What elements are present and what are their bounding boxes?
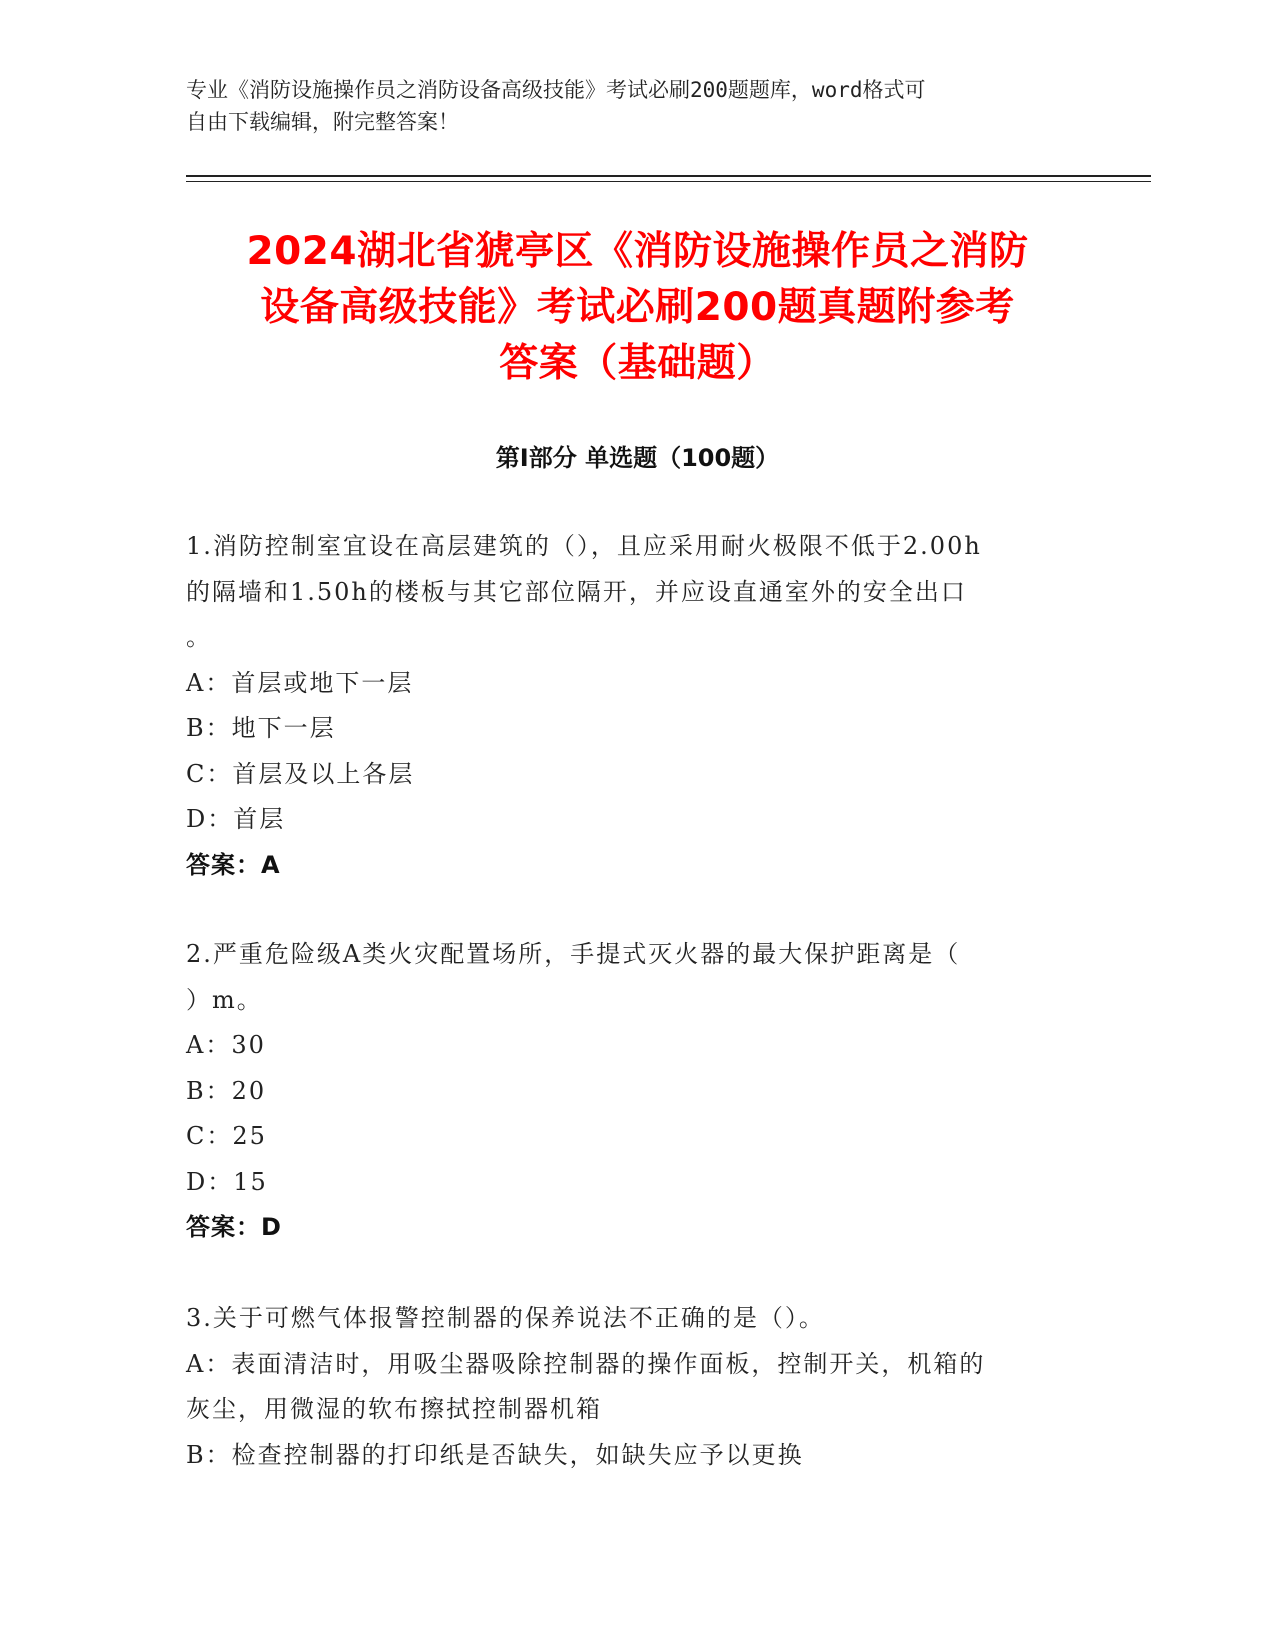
- header-note: [186, 74, 1086, 138]
- title-line: 答案（基础题）: [499, 341, 776, 386]
- header-note-line: 自由下载编辑，附完整答案！: [186, 110, 459, 134]
- option-a: A：表面清洁时，用吸尘器吸除控制器的操作面板，控制开关，机箱的: [186, 1349, 986, 1378]
- question-stem: 3.关于可燃气体报警控制器的保养说法不正确的是（）。: [186, 1304, 825, 1332]
- option-d: D：15: [186, 1167, 268, 1196]
- option-a: A：首层或地下一层: [186, 668, 414, 697]
- question-block: [186, 932, 1086, 1251]
- question-block: [186, 524, 1086, 888]
- question-block: [186, 1296, 1086, 1478]
- section-heading: 第Ⅰ部分 单选题（100题）: [495, 444, 780, 472]
- option-d: D：首层: [186, 805, 286, 833]
- option-b: B：地下一层: [186, 714, 336, 742]
- question-stem: ）m。: [186, 985, 263, 1014]
- title-line: 设备高级技能》考试必刷200题真题附参考: [260, 285, 1015, 330]
- question-stem: 的隔墙和1.50h的楼板与其它部位隔开，并应设直通室外的安全出口: [186, 577, 967, 606]
- option-b: B：检查控制器的打印纸是否缺失，如缺失应予以更换: [186, 1440, 804, 1469]
- question-stem: 。: [186, 623, 212, 651]
- option-a-continued: 灰尘，用微湿的软布擦拭控制器机箱: [186, 1395, 602, 1423]
- question-stem: 1.消防控制室宜设在高层建筑的（），且应采用耐火极限不低于2.00h: [186, 532, 982, 560]
- option-c: C：25: [186, 1122, 267, 1150]
- option-b: B：20: [186, 1076, 267, 1105]
- header-note-line: 专业《消防设施操作员之消防设备高级技能》考试必刷200题题库，word格式可: [186, 78, 926, 102]
- option-c: C：首层及以上各层: [186, 759, 415, 788]
- option-a: A：30: [186, 1031, 266, 1059]
- title-line: 2024湖北省猇亭区《消防设施操作员之消防: [246, 229, 1029, 274]
- document-title: [150, 224, 1125, 392]
- question-stem: 2.严重危险级A类火灾配置场所，手提式灭火器的最大保护距离是（: [186, 940, 961, 968]
- answer-label: 答案：A: [186, 850, 281, 879]
- header-divider-thin: [186, 181, 1151, 182]
- header-divider-thick: [186, 175, 1151, 177]
- answer-label: 答案：D: [186, 1213, 282, 1241]
